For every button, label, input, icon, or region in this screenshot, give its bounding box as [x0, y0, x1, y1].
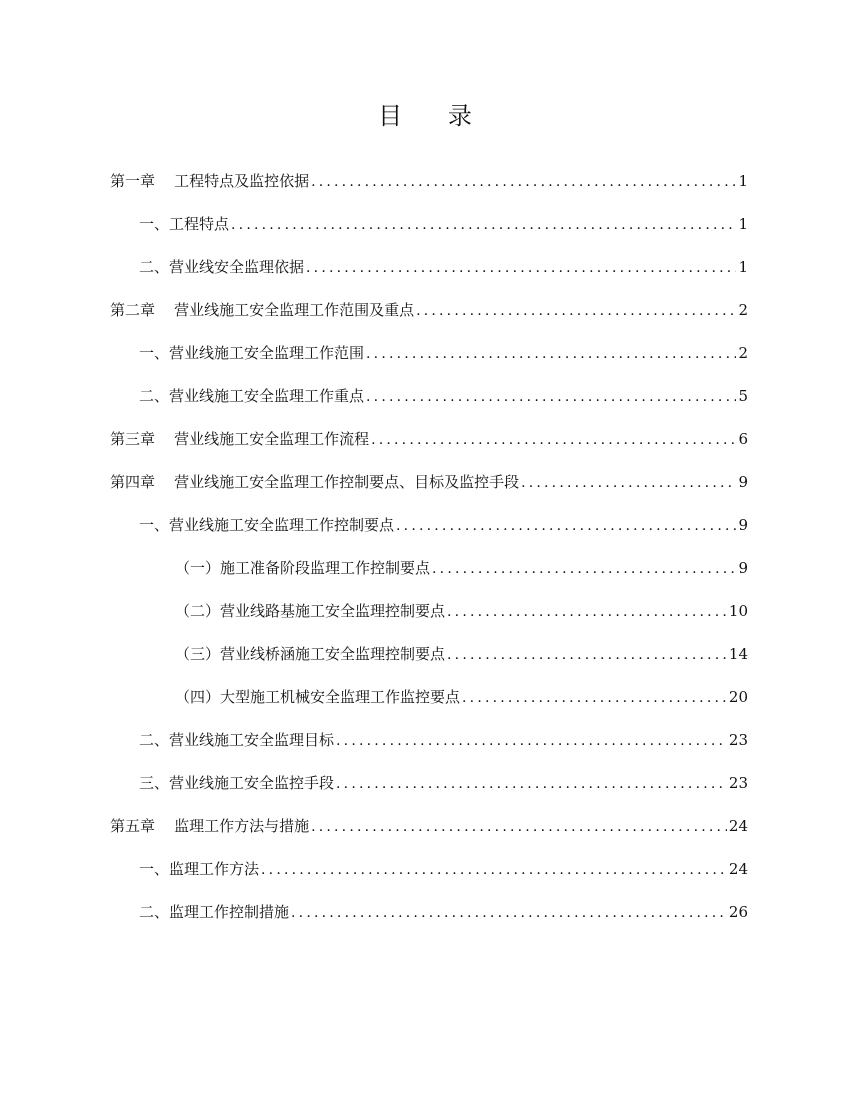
toc-entry-label: 三、营业线施工安全监控手段: [139, 774, 335, 792]
toc-page-number: 10: [728, 602, 748, 620]
toc-page-number: 23: [728, 731, 748, 749]
toc-dot-leader: [311, 815, 727, 839]
toc-page-number: 1: [738, 215, 748, 233]
toc-entry-section-2-1[interactable]: [139, 340, 748, 366]
toc-entry-label: 第五章 监理工作方法与措施: [110, 817, 310, 835]
toc-dot-leader: [261, 858, 727, 882]
toc-entry-label: 一、营业线施工安全监理工作范围: [139, 344, 365, 362]
toc-entry-section-1-1[interactable]: [139, 211, 748, 237]
toc-dot-leader: [462, 686, 727, 710]
toc-page-number: 9: [738, 473, 748, 491]
toc-entry-label: 一、工程特点: [139, 215, 230, 233]
toc-entry-chapter-1[interactable]: [110, 168, 748, 194]
toc-entry-section-4-1[interactable]: [139, 512, 748, 538]
toc-page-number: 14: [728, 645, 748, 663]
toc-dot-leader: [306, 256, 736, 280]
toc-entry-section-1-2[interactable]: [139, 254, 748, 280]
toc-entry-label: 二、营业线施工安全监理目标: [139, 731, 335, 749]
toc-entry-chapter-5[interactable]: [110, 813, 748, 839]
toc-page-number: 9: [738, 559, 748, 577]
toc-page-number: 1: [738, 172, 748, 190]
toc-entry-label: 一、营业线施工安全监理工作控制要点: [139, 516, 395, 534]
toc-entry-section-5-2[interactable]: [139, 899, 748, 925]
toc-dot-leader: [231, 213, 736, 237]
toc-entry-label: 二、营业线施工安全监理工作重点: [139, 387, 365, 405]
toc-page-number: 24: [728, 817, 748, 835]
toc-page-number: 9: [738, 516, 748, 534]
toc-entry-label: 第四章 营业线施工安全监理工作控制要点、目标及监控手段: [110, 473, 520, 491]
toc-entry-section-4-2[interactable]: [139, 727, 748, 753]
toc-entry-chapter-4[interactable]: [110, 469, 748, 495]
toc-page-number: 1: [738, 258, 748, 276]
toc-page-number: 24: [728, 860, 748, 878]
toc-title: 目 录: [378, 102, 472, 130]
toc-page-number: 23: [728, 774, 748, 792]
toc-entry-subsection-4-1-1[interactable]: [175, 555, 748, 581]
toc-dot-leader: [336, 772, 727, 796]
toc-dot-leader: [366, 385, 736, 409]
toc-entry-label: （二）营业线路基施工安全监理控制要点: [175, 602, 446, 620]
toc-dot-leader: [291, 901, 727, 925]
toc-entry-label: 一、监理工作方法: [139, 860, 260, 878]
toc-entry-label: （一）施工准备阶段监理工作控制要点: [175, 559, 431, 577]
toc-dot-leader: [416, 299, 736, 323]
toc-page-number: 5: [738, 387, 748, 405]
toc-entry-label: （四）大型施工机械安全监理工作监控要点: [175, 688, 461, 706]
toc-page-number: 2: [738, 344, 748, 362]
toc-entry-label: 第二章 营业线施工安全监理工作范围及重点: [110, 301, 415, 319]
toc-entry-subsection-4-1-3[interactable]: [175, 641, 748, 667]
toc-page-number: 20: [728, 688, 748, 706]
toc-entry-section-5-1[interactable]: [139, 856, 748, 882]
toc-dot-leader: [366, 342, 736, 366]
toc-entry-chapter-2[interactable]: [110, 297, 748, 323]
toc-entry-chapter-3[interactable]: [110, 426, 748, 452]
toc-entry-section-2-2[interactable]: [139, 383, 748, 409]
toc-entry-subsection-4-1-2[interactable]: [175, 598, 748, 624]
toc-entry-label: 第三章 营业线施工安全监理工作流程: [110, 430, 370, 448]
toc-dot-leader: [432, 557, 736, 581]
toc-dot-leader: [396, 514, 736, 538]
toc-entry-label: （三）营业线桥涵施工安全监理控制要点: [175, 645, 446, 663]
toc-dot-leader: [447, 643, 727, 667]
toc-entry-label: 二、监理工作控制措施: [139, 903, 290, 921]
toc-entry-subsection-4-1-4[interactable]: [175, 684, 748, 710]
toc-dot-leader: [447, 600, 727, 624]
toc-dot-leader: [311, 170, 736, 194]
toc-page-number: 2: [738, 301, 748, 319]
toc-page-number: 26: [728, 903, 748, 921]
toc-entry-section-4-3[interactable]: [139, 770, 748, 796]
toc-entry-label: 二、营业线安全监理依据: [139, 258, 305, 276]
toc-dot-leader: [336, 729, 727, 753]
toc-dot-leader: [521, 471, 736, 495]
toc-entry-label: 第一章 工程特点及监控依据: [110, 172, 310, 190]
toc-dot-leader: [371, 428, 736, 452]
toc-page-number: 6: [738, 430, 748, 448]
